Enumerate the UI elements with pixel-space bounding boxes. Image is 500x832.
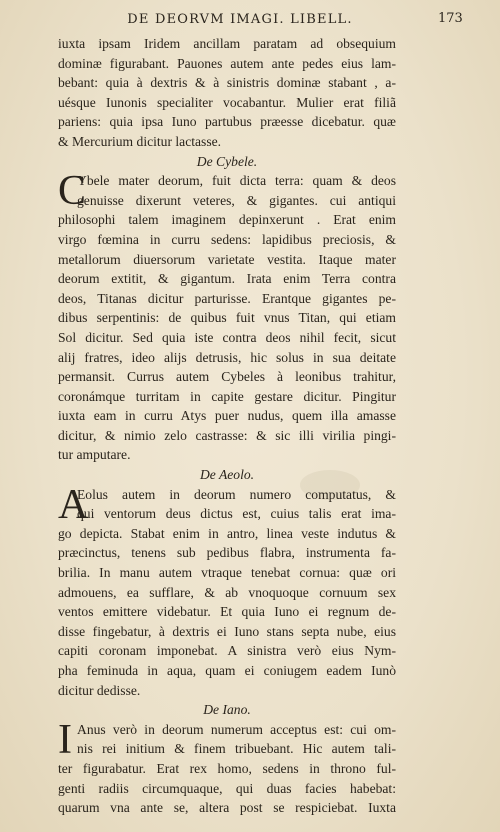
text-line: iuxta eam in curru Atys puer nudus, quem illa amasse: [58, 408, 396, 424]
text-line: quarum vna ante se, altera post se respiciebat. Iuxta: [58, 800, 396, 816]
paragraph-ianus: [58, 716, 396, 818]
drop-cap: C: [58, 168, 87, 215]
text-line: nis rei initium & finem tribuebant. Hic autem tali-: [77, 741, 396, 757]
text-line: dibus serpentinis: de quibus fuit vnus Titan, qui etiam: [58, 310, 396, 326]
text-line: tur amputare.: [58, 447, 131, 463]
text-line: pariens: quia ipsa Iuno partubus præesse dicebatur. quæ: [58, 114, 396, 130]
text-line: præcinctus, tenens sub pedibus flabra, instrumenta fa-: [58, 545, 396, 561]
text-line: metallorum diuersorum varietate vestita. Itaque mater: [58, 251, 396, 267]
text-line: pha feminuda in aqua, quam ei coniugem eadem Iunò: [58, 663, 396, 678]
text-line: & Mercurium dicitur lactasse.: [58, 133, 222, 149]
body-text: [58, 34, 396, 818]
text-line: iuxta ipsam Iridem ancillam paratam ad obsequium: [58, 36, 396, 51]
text-line: admouens, ea sufflare, & ab vnoquoque cornuum sex: [58, 584, 396, 600]
running-title: DE DEORVM IMAGI. LIBELL.: [127, 12, 353, 27]
text-line: genti radiis circumquaque, qui duas facies habebat:: [58, 780, 396, 796]
text-line: bebant: quia à dextris & à sinistris dominæ stabant , a-: [58, 75, 396, 91]
text-line: deorum extitit, & gigantum. Irata enim Terra contra: [58, 271, 396, 287]
paragraph-cybele: [58, 168, 396, 465]
paragraph-aeolus: [58, 481, 396, 701]
text-line: uésque Iunonis specialiter vocabantur. Mulier erat filiã: [58, 94, 396, 110]
text-line: dicitur dedisse.: [58, 682, 141, 698]
section-heading-aeolus: De Aeolo.: [199, 467, 255, 483]
text-line: dominæ figurabant. Pauones autem ante pedes eius lam-: [58, 55, 396, 71]
text-line: virgo fœmina in curru sedens: lapidibus preciosis, &: [58, 231, 396, 247]
drop-cap: A: [58, 481, 89, 528]
text-line: philosophi talem imaginem depinxerunt . Erat enim: [58, 212, 396, 228]
text-line: capiti coronam imponebat. A sinistra verò eius Nym-: [58, 643, 396, 659]
text-line: deos, Titanas dicitur parturisse. Erantque gigantes pe-: [58, 290, 396, 306]
page-number: 173: [438, 11, 463, 26]
section-heading-ianus: De Iano.: [203, 702, 251, 718]
text-line: genuisse dixerunt veteres, & gigantes. cui antiqui: [77, 192, 396, 208]
text-line: Eolus autem in deorum numero computatus, &: [77, 486, 396, 502]
text-line: alij fratres, ideo alijs detrusis, hic solus in sua deitate: [58, 349, 396, 365]
drop-cap: I: [58, 716, 72, 763]
text-line: disse fingebatur, à dextris ei Iuno stans septa nube, eius: [58, 623, 396, 639]
text-line: go depicta. Stabat enim in antro, linea veste indutus &: [58, 525, 396, 541]
section-heading-cybele: De Cybele.: [196, 153, 258, 169]
text-line: ventos emittere videbatur. Et quia Iuno ei regnum de-: [58, 604, 396, 620]
intro-paragraph: [58, 34, 396, 152]
text-line: coronámque turritam in capite gestare dicitur. Pingitur: [58, 388, 396, 404]
text-line: qui ventorum deus dictus est, cuius talis erat ima-: [77, 506, 396, 522]
text-line: brilia. In manu autem vtraque tenebat cornua: quæ ori: [58, 565, 396, 581]
text-line: Ybele mater deorum, fuit dicta terra: quam & deos: [77, 173, 396, 189]
text-line: Sol dicitur. Sed quia iste contra deos nihil fecit, sicut: [58, 329, 396, 345]
text-line: ter figurabatur. Erat rex homo, sedens in throno ful-: [58, 760, 396, 776]
text-line: dicitur, & nimio zelo castrasse: & sic illi virilia pingi-: [58, 427, 396, 443]
text-line: Anus verò in deorum numerum acceptus est: cui om-: [77, 721, 396, 737]
text-line: permansit. Currus autem Cybeles à leonibus trahitur,: [58, 369, 396, 385]
